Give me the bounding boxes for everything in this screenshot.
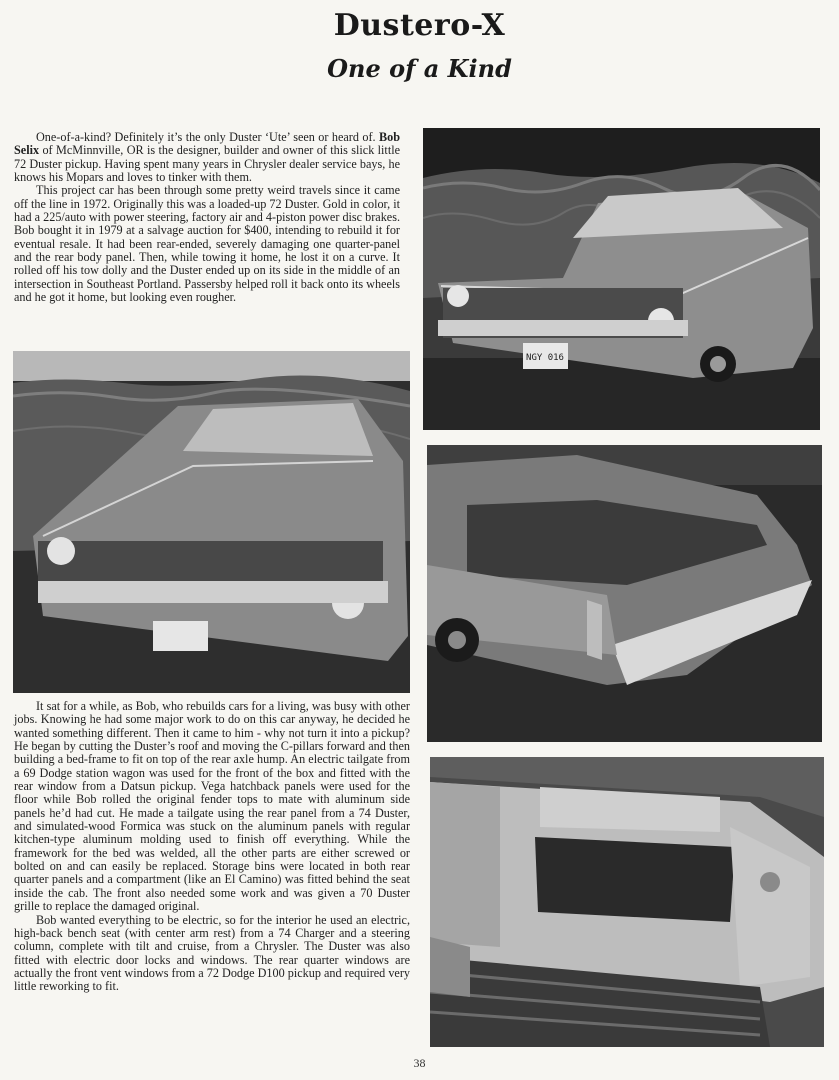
paragraph-1 (14, 131, 400, 184)
photo-bed-interior-rear-window (430, 757, 824, 1047)
article-column-bottom (14, 700, 410, 994)
photo-front-three-quarter-right (423, 128, 820, 430)
photo-truck-bed-tailgate (427, 445, 822, 742)
paragraph-4: Bob wanted everything to be electric, so for the interior he used an electric, high-back bench seat (with center arm rest) from a 74 Charger and a steering column, complete with tilt and cruise, from a Chrysler. The Duster was also fitted with electric door locks and windows. The rear quarter windows are actually the front vent windows from a 72 Dodge D100 pickup and required very little reworking to fit. (14, 912, 410, 994)
paragraph-1-rest: of McMinnville, OR is the designer, builder and owner of this slick little 72 Duster pickup. Having spent many years in Chrysler dealer service bays, he knows his Mopars and loves to tinker with them. (14, 143, 401, 185)
article-subtitle: One of a Kind (327, 54, 512, 83)
paragraph-2: This project car has been through some pretty weird travels since it came off the line in 1972. Originally this was a loaded-up 72 Duster. Gold in color, it had a 225/auto with power steering, factory air and 4-piston power disc brakes. Bob bought it in 1979 at a salvage auction for $400, intending to rebuild it for eventual resale. It had been rear-ended, severely damaging one quarter-panel and the rear body panel. Then, while towing it home, he lost it on a curve. It rolled off his tow dolly and the Duster ended up on its side in the middle of an intersection in Southeast Portland. Passersby helped roll it back onto its wheels and he got it home, but looking even rougher. (14, 183, 400, 305)
paragraph-1-intro: One-of-a-kind? Definitely it’s the only Duster ‘Ute’ seen or heard of. (36, 130, 376, 144)
photo-front-view (13, 351, 410, 693)
page-number: 38 (413, 1056, 426, 1070)
builder-name: Bob Selix (14, 130, 401, 158)
paragraph-3: It sat for a while, as Bob, who rebuilds cars for a living, was busy with other jobs. Knowing he had some major work to do on this car anyway, he decided he wanted something different. Then it came to him - why not turn it into a pickup? He began by cutting the Duster’s roof and moving the C-pillars forward and then building a bed-frame to fit on top of the rear axle hump. An electric tailgate from a 69 Dodge station wagon was used for the front of the box and fitted with the rear window from a Datsun pickup. Vega hatchback panels were used for the floor while Bob rolled the original fender tops to mate with aluminum side panels he’d had cut. He made a tailgate using the rear panel from a 74 Duster, and simulated-wood Formica was stuck on the aluminum panels with regular kitchen-type aluminum molding used to finish off everything. While the framework for the bed was welded, all the other parts are either screwed or bolted on and can easily be replaced. Storage bins were located in both rear quarter panels and a compartment (like an El Camino) was fitted behind the seat inside the cab. The front also needed some work and was given a 70 Duster grille to replace the damaged original. (14, 699, 410, 914)
article-column-top (14, 131, 400, 304)
article-title: Dustero-X (333, 8, 506, 43)
license-plate-text: NGY 016 (526, 353, 564, 363)
